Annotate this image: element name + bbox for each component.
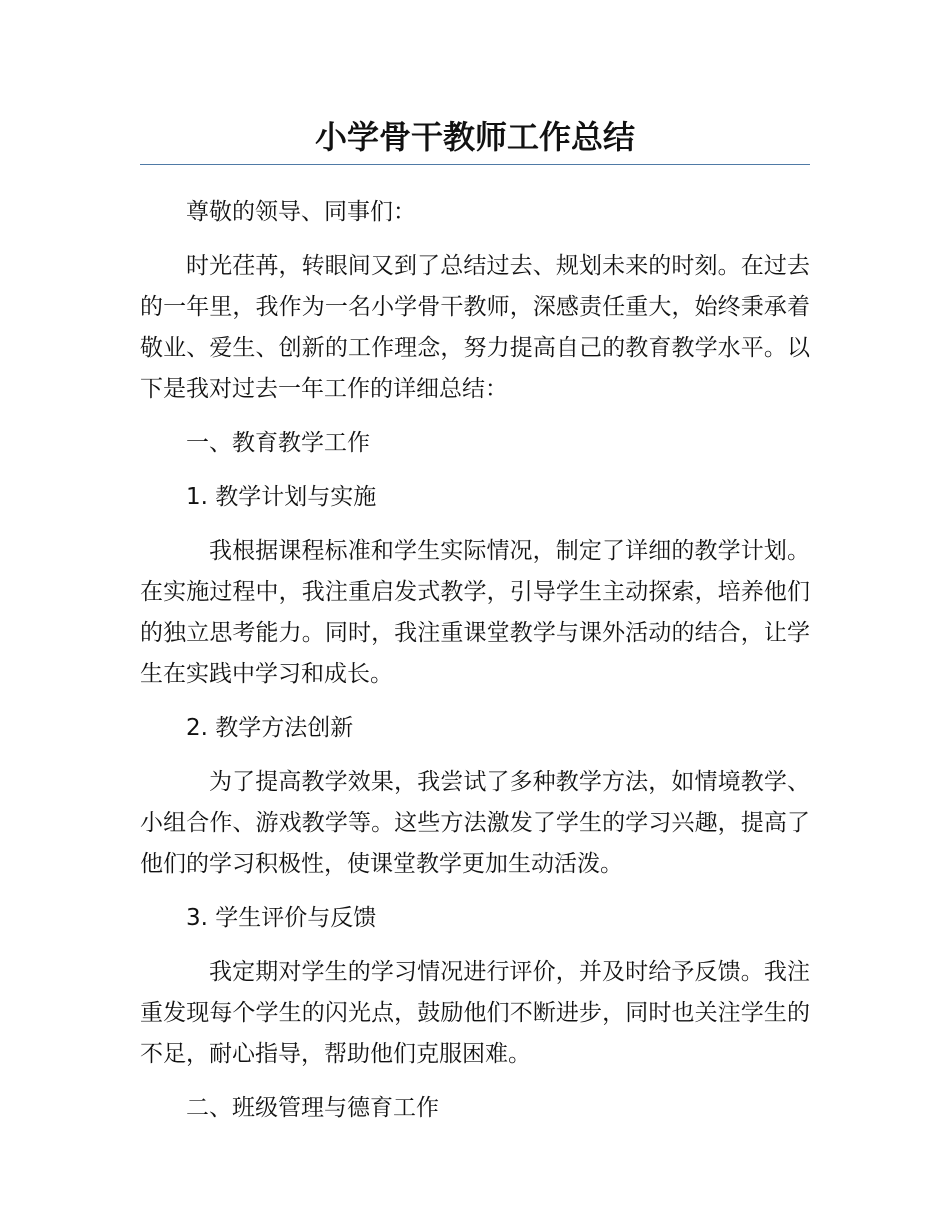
paragraph-student-evaluation: 我定期对学生的学习情况进行评价，并及时给予反馈。我注重发现每个学生的闪光点，鼓励他们不断进步，同时也关注学生的不足，耐心指导，帮助他们克服困难。 (140, 959, 810, 1067)
document-title: 小学骨干教师工作总结 (314, 118, 635, 156)
salutation: 尊敬的领导、同事们： (186, 199, 416, 225)
title-underline (140, 164, 810, 165)
subheading-teaching-methods: 2. 教学方法创新 (186, 715, 354, 741)
subheading-teaching-plan: 1. 教学计划与实施 (186, 484, 377, 510)
section-heading-teaching: 一、教育教学工作 (186, 430, 370, 456)
section-heading-class-management: 二、班级管理与德育工作 (186, 1095, 439, 1121)
subheading-student-evaluation: 3. 学生评价与反馈 (186, 905, 377, 931)
intro-paragraph: 时光荏苒，转眼间又到了总结过去、规划未来的时刻。在过去的一年里，我作为一名小学骨干教师，深感责任重大，始终秉承着敬业、爱生、创新的工作理念，努力提高自己的教育教学水平。以下是我对过去一年工作的详细总结： (140, 253, 810, 402)
document-body (140, 192, 810, 1142)
paragraph-teaching-methods: 为了提高教学效果，我尝试了多种教学方法，如情境教学、小组合作、游戏教学等。这些方法激发了学生的学习兴趣，提高了他们的学习积极性，使课堂教学更加生动活泼。 (140, 769, 810, 877)
paragraph-teaching-plan: 我根据课程标准和学生实际情况，制定了详细的教学计划。在实施过程中，我注重启发式教学，引导学生主动探索，培养他们的独立思考能力。同时，我注重课堂教学与课外活动的结合，让学生在实践中学习和成长。 (140, 538, 810, 687)
